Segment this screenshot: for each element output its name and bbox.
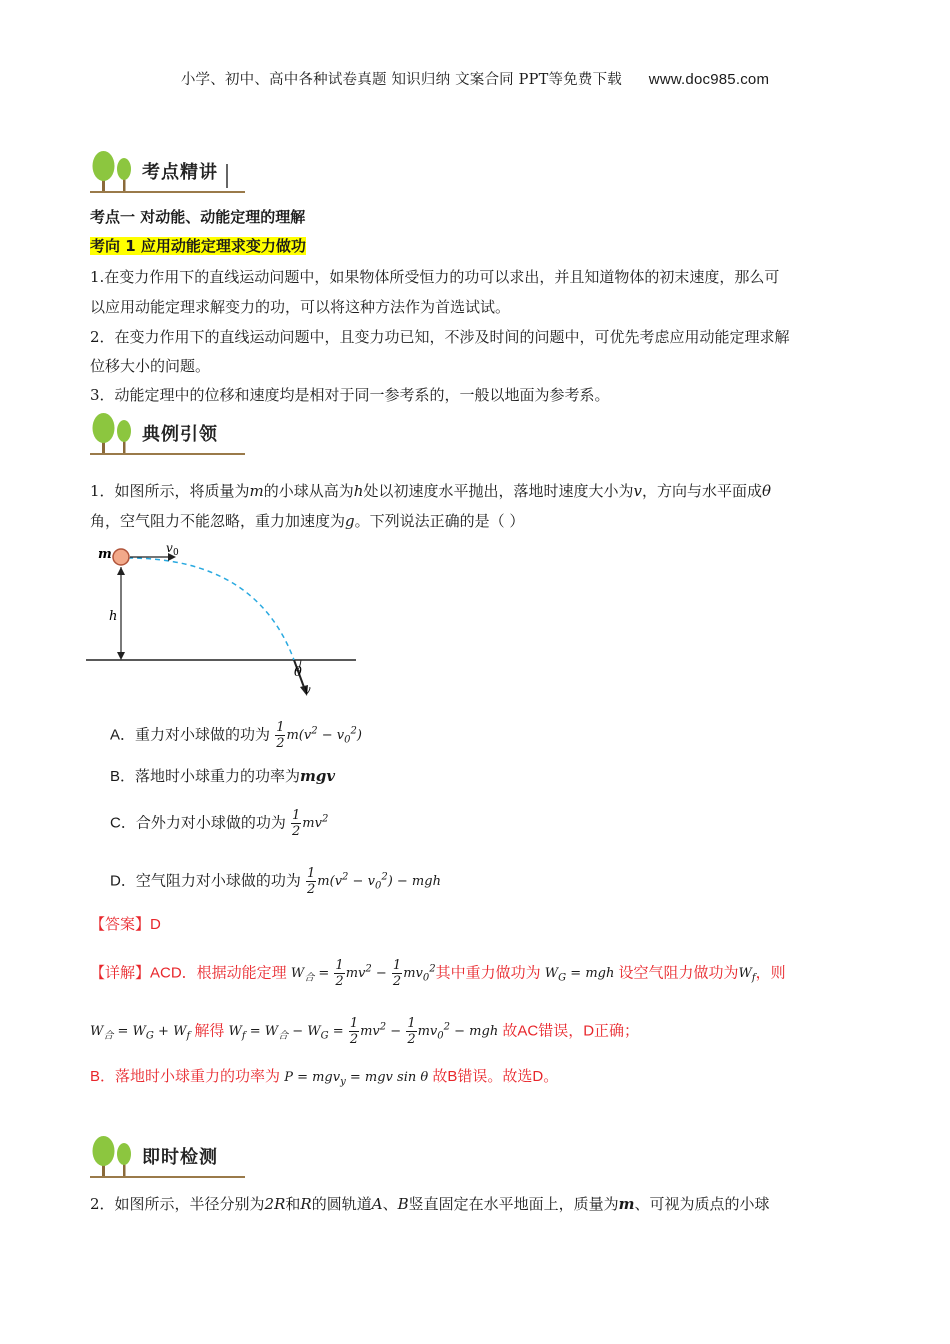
para-1-line-2: 以应用动能定理求解变力的功，可以将这种方法作为首选试试。	[90, 298, 511, 316]
q2-line-1: 2．如图所示，半径分别为2R和R的圆轨道A、B竖直固定在水平地面上，质量为m、可视为质点的小球	[90, 1195, 770, 1213]
para-1-line-1: 1.在变力作用下的直线运动问题中，如果物体所受恒力的功可以求出，并且知道物体的初末速度，那么可	[90, 268, 780, 286]
option-b[interactable]: B．落地时小球重力的功率为mgv	[110, 767, 336, 785]
height-arrow-top	[117, 567, 125, 575]
kaoxiang-title: 考向 1 应用动能定理求变力做功	[90, 237, 306, 255]
kaodian-title: 考点一 对动能、动能定理的理解	[90, 208, 306, 226]
option-d[interactable]: D．空气阻力对小球做的功为 $\frac{1}{2}$ $m(v^2 - v_0^2)$ − mgh	[110, 866, 441, 898]
option-a[interactable]: A．重力对小球做的功为 $\frac{1}{2}$ $m(v^2 - v_0^2)$	[110, 720, 362, 752]
banner-kaodian	[90, 150, 250, 192]
option-c[interactable]: C．合外力对小球做的功为 $\frac{1}{2}$ $mv^2$	[110, 808, 329, 840]
trajectory-curve	[128, 558, 294, 660]
detail-line-2: $W_合 = W_G + W_f$ 解得 $W_f = W_合 - W_G$ = $\frac{1}{2}$ $mv^2$ − $\frac{1}{2}$ $mv_0^2$ − mgh 故AC错误，D正确；	[90, 1016, 640, 1048]
banner-title: 典例引领	[142, 424, 218, 445]
banner-title: 考点精讲	[142, 162, 218, 183]
answer: 【答案】D	[90, 916, 161, 933]
svg-text:θ: θ	[294, 665, 302, 680]
detail-line-3: B．落地时小球重力的功率为 P = mgv$_y$ = mgv sin θ 故B错误。故选D。	[90, 1068, 559, 1088]
svg-text:v: v	[166, 541, 173, 555]
q1-line-1: 1．如图所示，将质量为m的小球从高为h处以初速度水平抛出，落地时速度大小为v，方向与水平面成θ	[90, 482, 772, 500]
para-2-line-2: 位移大小的问题。	[90, 357, 211, 375]
ball	[113, 549, 129, 565]
projectile-figure	[86, 540, 366, 700]
header-site: www.doc985.com	[648, 71, 770, 88]
q1-line-2: 角，空气阻力不能忽略，重力加速度为g。下列说法正确的是（ ）	[90, 512, 525, 530]
svg-text:m: m	[98, 547, 112, 562]
height-arrow-bottom	[117, 652, 125, 660]
svg-text:v: v	[304, 683, 311, 697]
page-header	[0, 68, 950, 89]
para-2-line-1: 2．在变力作用下的直线运动问题中，且变力功已知，不涉及时间的问题中，可优先考虑应用动能定理求解	[90, 328, 790, 346]
svg-text:0: 0	[173, 548, 179, 558]
banner-jishi	[90, 1135, 250, 1177]
para-3: 3．动能定理中的位移和速度均是相对于同一参考系的，一般以地面为参考系。	[90, 386, 610, 404]
header-text: 小学、初中、高中各种试卷真题 知识归纳 文案合同 PPT等免费下载	[180, 72, 622, 88]
banner-dianli	[90, 412, 250, 454]
detail-line-1: 【详解】ACD．根据动能定理 $W_合$ = $\frac{1}{2}$ $mv^2$ − $\frac{1}{2}$ $mv_0^2$其中重力做功为 $W_G$ = mgh 设空气阻力做功为$W_f$，则	[90, 958, 786, 990]
banner-title: 即时检测	[142, 1147, 218, 1168]
svg-text:h: h	[109, 609, 118, 624]
